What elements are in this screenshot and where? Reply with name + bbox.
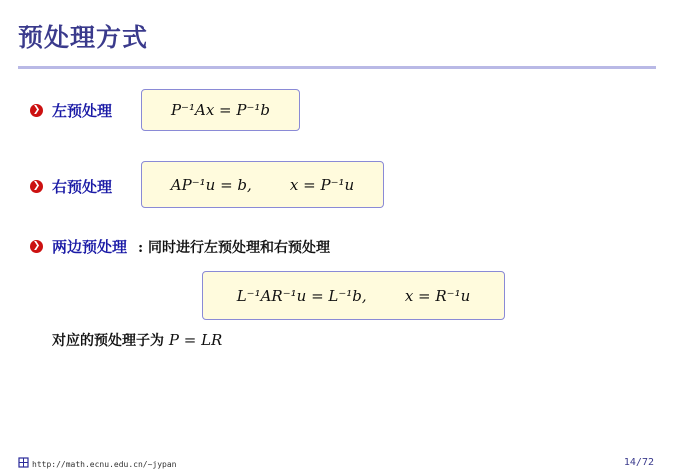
page-number: 14/72 xyxy=(623,457,654,468)
note-formula: P = LR xyxy=(168,331,223,349)
item-label-right: 右预处理 xyxy=(52,178,113,196)
university-logo-icon xyxy=(18,457,29,468)
formula-box-right: AP⁻¹u = b, x = P⁻¹u xyxy=(141,161,384,208)
item-label-both: 两边预处理 xyxy=(52,238,128,256)
note-prefix: 对应的预处理子为 xyxy=(52,333,169,349)
footer-url-link[interactable]: http://math.ecnu.edu.cn/~jypan xyxy=(32,460,177,469)
formula-box-both: L⁻¹AR⁻¹u = L⁻¹b, x = R⁻¹u xyxy=(202,271,505,320)
slide-title: 预处理方式 xyxy=(18,23,149,52)
item-label-left: 左预处理 xyxy=(52,102,113,120)
bullet-icon: ❯ xyxy=(30,240,43,253)
bullet-icon: ❯ xyxy=(30,104,43,117)
bullet-icon: ❯ xyxy=(30,180,43,193)
title-underline xyxy=(18,66,656,69)
formula-box-left: P⁻¹Ax = P⁻¹b xyxy=(141,89,300,131)
item-label-both-suffix: : 同时进行左预处理和右预处理 xyxy=(138,240,331,256)
note-text xyxy=(52,330,222,350)
